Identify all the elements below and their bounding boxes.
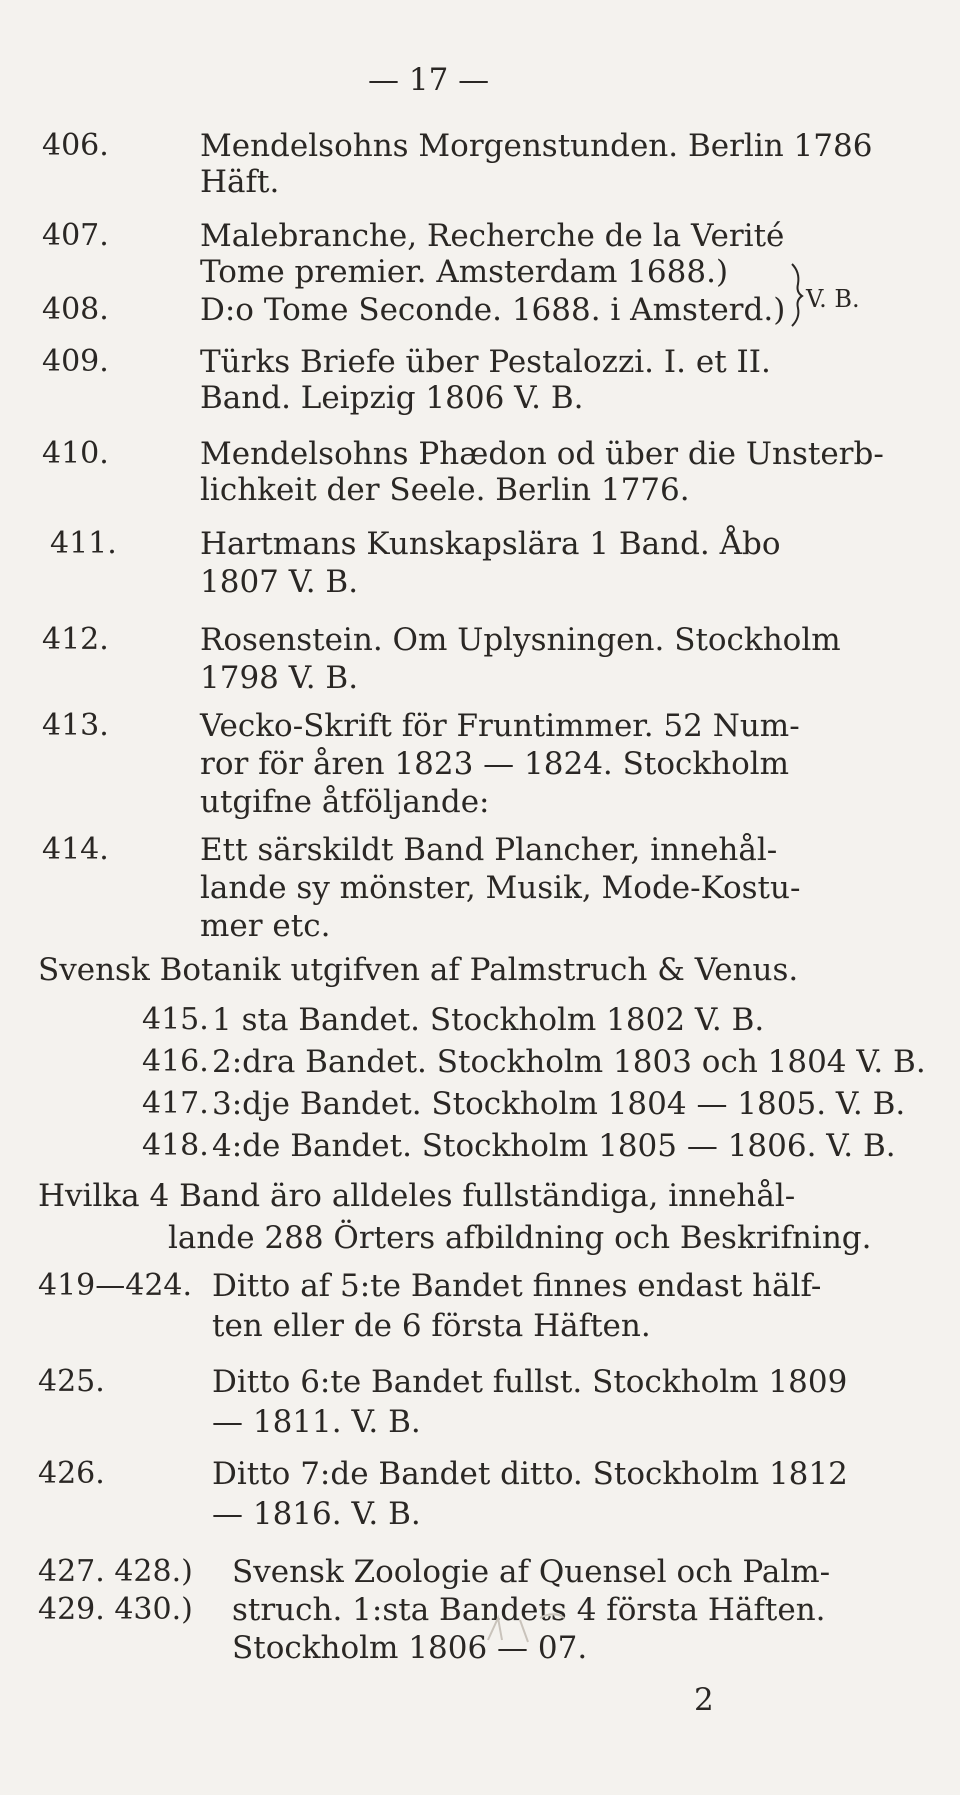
entry-line: struch. 1:sta Bandets 4 första Häften. (232, 1592, 826, 1628)
section-heading: Svensk Botanik utgifven af Palmstruch & Venus. (38, 952, 799, 988)
entry-line: Tome premier. Amsterdam 1688.) (200, 254, 729, 290)
entry-number: 427. 428.) (38, 1554, 193, 1589)
entry-line: Ett särskildt Band Plancher, innehål- (200, 832, 778, 868)
entry-line: Mendelsohns Morgenstunden. Berlin 1786 (200, 128, 873, 164)
entry-line: Svensk Zoologie af Quensel och Palm- (232, 1554, 831, 1590)
entry-line: Vecko-Skrift för Fruntimmer. 52 Num- (200, 708, 800, 744)
entry-line: Häft. (200, 164, 280, 200)
entry-number: 408. (42, 292, 109, 327)
entry-line: 1807 V. B. (200, 564, 359, 600)
entry-line: utgifne åtföljande: (200, 784, 490, 820)
shared-location-label: V. B. (806, 285, 860, 313)
entry-number: 419—424. (38, 1268, 193, 1303)
entry-line: 3:dje Bandet. Stockholm 1804 — 1805. V. B. (212, 1086, 906, 1122)
entry-line: Mendelsohns Phædon od über die Unsterb- (200, 436, 884, 472)
entry-line: Band. Leipzig 1806 V. B. (200, 380, 584, 416)
entry-line: Stockholm 1806 — 07. (232, 1630, 588, 1666)
entry-line: ror för åren 1823 — 1824. Stockholm (200, 746, 790, 782)
entry-line: 1798 V. B. (200, 660, 359, 696)
entry-line: Ditto 7:de Bandet ditto. Stockholm 1812 (212, 1456, 848, 1492)
entry-line: ten eller de 6 första Häften. (212, 1308, 651, 1344)
entry-line: Ditto 6:te Bandet fullst. Stockholm 1809 (212, 1364, 848, 1400)
entry-line: 1 sta Bandet. Stockholm 1802 V. B. (212, 1002, 765, 1038)
entry-line: Ditto af 5:te Bandet finnes endast hälf- (212, 1268, 822, 1304)
note-line: Hvilka 4 Band äro alldeles fullständiga, innehål- (38, 1178, 796, 1214)
signature-mark: 2 (694, 1682, 714, 1718)
entry-number: 426. (38, 1456, 105, 1491)
entry-number: 417. (142, 1086, 209, 1121)
entry-number: 407. (42, 218, 109, 253)
entry-line: Malebranche, Recherche de la Verité (200, 218, 785, 254)
entry-number: 416. (142, 1044, 209, 1079)
entry-number: 409. (42, 344, 109, 379)
entry-number: 415. (142, 1002, 209, 1037)
note-line: lande 288 Örters afbildning och Beskrifning. (168, 1220, 872, 1256)
entry-number: 418. (142, 1128, 209, 1163)
entry-number: 411. (50, 526, 117, 561)
entry-line: Rosenstein. Om Uplysningen. Stockholm (200, 622, 841, 658)
entry-line: D:o Tome Seconde. 1688. i Amsterd.) (200, 292, 786, 328)
entry-line: lande sy mönster, Musik, Mode-Kostu- (200, 870, 801, 906)
entry-number: 412. (42, 622, 109, 657)
entry-line: Türks Briefe über Pestalozzi. I. et II. (200, 344, 771, 380)
entry-number: 429. 430.) (38, 1592, 193, 1627)
entry-line: mer etc. (200, 908, 331, 944)
entry-line: 2:dra Bandet. Stockholm 1803 och 1804 V. B. (212, 1044, 926, 1080)
entry-line: lichkeit der Seele. Berlin 1776. (200, 472, 690, 508)
entry-number: 410. (42, 436, 109, 471)
entry-line: 4:de Bandet. Stockholm 1805 — 1806. V. B. (212, 1128, 896, 1164)
page-number: — 17 — (368, 62, 490, 98)
entry-line: Hartmans Kunskapslära 1 Band. Åbo (200, 526, 781, 562)
entry-number: 406. (42, 128, 109, 163)
entry-number: 425. (38, 1364, 105, 1399)
entry-number: 414. (42, 832, 109, 867)
entry-line: — 1811. V. B. (212, 1404, 421, 1440)
entry-line: — 1816. V. B. (212, 1496, 421, 1532)
entry-number: 413. (42, 708, 109, 743)
